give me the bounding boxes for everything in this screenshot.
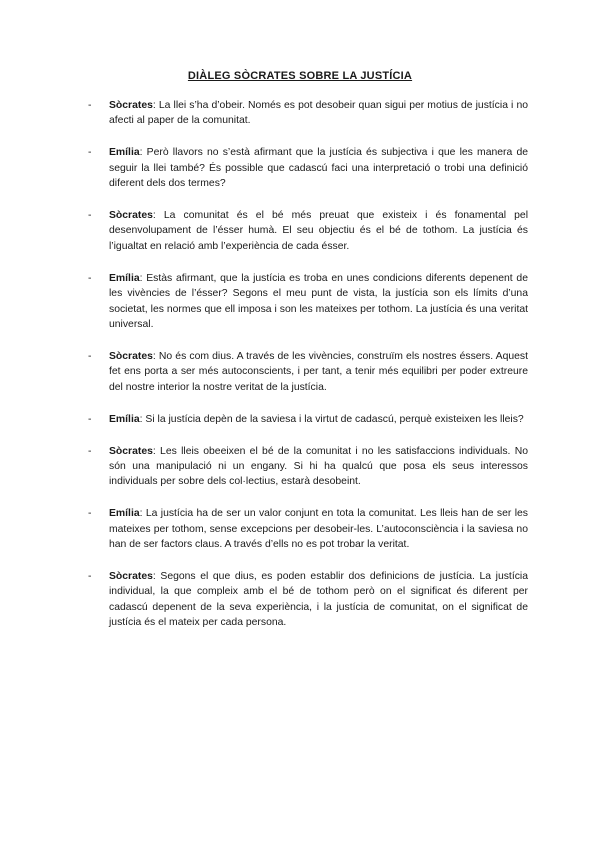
list-bullet: -	[88, 100, 92, 111]
turn-text: Les lleis obeeixen el bé de la comunitat i no les satisfaccions individuals. No són una manipulació ni un engany. Si hi ha qualcú que posa els seus interessos individuals per sobre dels col·lectius, estarà desobeint.	[109, 445, 528, 488]
list-bullet: -	[88, 570, 92, 582]
speaker-name: Sòcrates	[109, 210, 153, 222]
list-bullet: -	[88, 413, 92, 425]
dialogue-turn	[88, 506, 528, 552]
dialogue-turn	[88, 271, 528, 333]
list-bullet: -	[88, 445, 92, 457]
dialogue-turn	[88, 98, 528, 129]
dialogue-list	[88, 98, 528, 647]
dialogue-turn	[88, 145, 528, 191]
speaker-name: Emília	[109, 413, 140, 425]
dialogue-turn	[88, 569, 528, 631]
speaker-name: Sòcrates	[109, 350, 153, 362]
turn-text: No és com dius. A través de les vivències, construïm els nostres éssers. Aquest fet ens porta a ser més autoconscients, i per tant, a tenir més equilibri per poder extreure del nostre interior la nostre veritat de la justícia.	[109, 350, 528, 393]
dialogue-turn	[88, 444, 528, 490]
dialogue-turn	[88, 349, 528, 395]
list-bullet: -	[88, 272, 92, 284]
turn-text: Estàs afirmant, que la justícia es troba en unes condicions diferents depenent de les vivències de l’ésser? Segons el meu punt de vista, la justícia son els límits d’una societat, les normes que ell imposa i son les mateixes per tothom. La justícia és una veritat universal.	[109, 272, 528, 330]
turn-text: Si la justícia depèn de la saviesa i la virtut de cadascú, perquè existeixen les lleis?	[142, 413, 524, 425]
speaker-name: Sòcrates	[109, 570, 153, 582]
turn-text: Però llavors no s’està afirmant que la justícia és subjectiva i que les manera de seguir la llei també? És possible que cadascú faci una interpretació o trobi una definició diferent dels dos termes?	[109, 147, 528, 190]
turn-text: La comunitat és el bé més preuat que existeix i és fonamental pel desenvolupament de l’ésser humà. El seu objectiu és el bé de tothom. La justícia és l’igualtat en relació amb l’experiència de cada ésser.	[109, 210, 528, 252]
document-title: DIÀLEG SÒCRATES SOBRE LA JUSTÍCIA	[187, 70, 413, 82]
list-bullet: -	[88, 350, 92, 362]
speaker-name: Sòcrates	[109, 100, 153, 111]
speaker-separator: :	[152, 350, 156, 362]
speaker-name: Emília	[109, 508, 140, 520]
list-bullet: -	[88, 147, 92, 159]
speaker-name: Sòcrates	[109, 445, 153, 457]
speaker-separator: :	[139, 413, 143, 425]
turn-text: La justícia ha de ser un valor conjunt en tota la comunitat. Les lleis han de ser les mateixes per tothom, sense excepcions per desobeir-les. L’autoconsciència i la saviesa no han de ser factors claus. A través d’ells no es pot trobar la veritat.	[109, 508, 528, 551]
speaker-separator: :	[139, 508, 143, 520]
turn-text: Segons el que dius, es poden establir dos definicions de justícia. La justícia individual, la que compleix amb el bé de tothom però on el significat és diferent per cadascú depenent de la seva experiència, i la justícia de comunitat, on el significat de justícia és el mateix per cada persona.	[109, 570, 528, 629]
speaker-name: Emília	[109, 272, 140, 284]
speaker-separator: :	[139, 272, 143, 284]
turn-text: La llei s’ha d’obeir. Només es pot desobeir quan sigui per motius de justícia i no afecti al paper de la comunitat.	[109, 100, 528, 127]
list-bullet: -	[88, 210, 92, 222]
dialogue-turn	[88, 208, 528, 254]
speaker-separator: :	[152, 445, 156, 457]
speaker-separator: :	[152, 210, 156, 222]
speaker-name: Emília	[109, 147, 140, 159]
dialogue-turn	[88, 412, 528, 427]
speaker-separator: :	[139, 147, 143, 159]
speaker-separator: :	[152, 570, 156, 582]
speaker-separator: :	[152, 100, 156, 111]
list-bullet: -	[88, 508, 92, 520]
